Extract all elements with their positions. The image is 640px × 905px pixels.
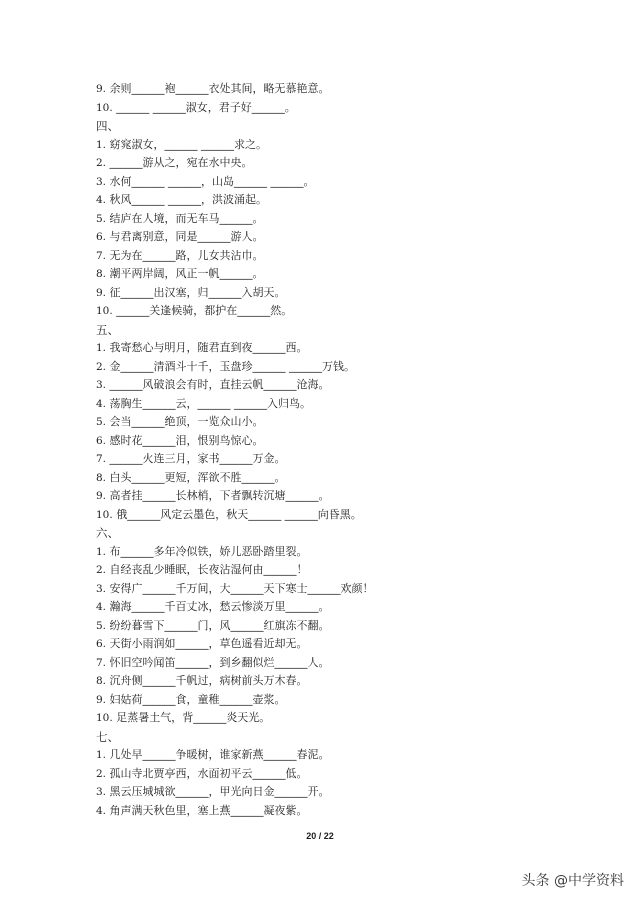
question-item (96, 358, 556, 377)
section-heading: 五、 (96, 322, 119, 337)
question-item (96, 580, 556, 599)
question-number: 10. (96, 712, 113, 724)
question-number: 2. (96, 564, 107, 576)
question-text: ______风破浪会有时，直挂云帆______沧海。 (109, 378, 330, 391)
question-number: 4. (96, 601, 107, 613)
question-text: 与君离别意，同是______游人。 (109, 230, 264, 243)
question-text: 自经丧乱少睡眠，长夜沾湿何由______！ (109, 563, 308, 576)
question-item (96, 228, 556, 247)
question-text: ______ ______淑女，君子好______。 (116, 100, 296, 114)
question-text: 我寄愁心与明月，随君直到夜______西。 (109, 341, 308, 354)
question-text: 足蒸暑土气，背______炎天光。 (116, 711, 271, 724)
question-number: 2. (96, 767, 107, 780)
question-number: 6. (96, 434, 107, 447)
question-item (96, 339, 556, 358)
question-text: 感时花______泪，恨别鸟惊心。 (109, 433, 264, 447)
question-number: 2. (96, 360, 107, 373)
question-number: 9. (96, 286, 107, 299)
question-number: 1. (96, 138, 107, 151)
question-number: 9. (96, 490, 107, 502)
question-item (96, 136, 556, 155)
question-item (96, 284, 556, 303)
question-text: 瀚海______千百丈冰，愁云惨淡万里______。 (109, 600, 330, 613)
question-number: 3. (96, 786, 107, 798)
question-number: 9. (96, 83, 107, 95)
question-item (96, 561, 556, 580)
page-number: 20 / 22 (306, 831, 334, 841)
question-number: 3. (96, 582, 107, 595)
question-number: 5. (96, 416, 107, 428)
question-number: 10. (96, 101, 113, 114)
question-text: 天街小雨润如______，草色遥看近却无。 (109, 637, 308, 650)
question-number: 6. (96, 638, 107, 650)
question-item (96, 191, 556, 210)
question-item (96, 598, 556, 617)
question-number: 7. (96, 249, 107, 262)
question-text: 白头______更短，浑欲不胜______。 (109, 470, 286, 484)
question-item (96, 654, 556, 673)
worksheet-content (96, 80, 556, 820)
question-item (96, 432, 556, 451)
question-text: 结庐在人境，而无车马______。 (109, 211, 264, 225)
question-text: ______关逢候骑，都护在______然。 (116, 304, 293, 317)
question-number: 7. (96, 453, 107, 465)
question-text: 孤山寺北贾亭西，水面初平云______低。 (109, 766, 308, 780)
question-item (96, 672, 556, 691)
question-item (96, 765, 556, 784)
question-number: 9. (96, 693, 107, 706)
question-item (96, 635, 556, 654)
question-item (96, 376, 556, 395)
question-number: 5. (96, 619, 107, 632)
section-heading: 六、 (96, 526, 119, 540)
question-number: 4. (96, 194, 107, 206)
question-item (96, 802, 556, 821)
question-text: ______游从之，宛在水中央。 (109, 156, 253, 169)
question-text: 潮平两岸阔，风正一帆______。 (109, 267, 264, 280)
question-item (96, 450, 556, 469)
question-item (96, 154, 556, 173)
question-text: 安得广______千万间，大______天下寒士______欢颜！ (109, 581, 374, 595)
question-text: 荡胸生______云，______ ______入归鸟。 (109, 396, 312, 410)
question-text: 高者挂______长林梢，下者飘转沉塘______。 (109, 489, 330, 502)
question-text: 无为在______路，儿女共沾巾。 (109, 248, 264, 262)
question-item (96, 543, 556, 562)
question-text: 妇姑荷______食，童稚______壶浆。 (109, 692, 286, 706)
question-item (96, 487, 556, 506)
question-item (96, 173, 556, 192)
section-heading: 七、 (96, 729, 119, 744)
question-number: 4. (96, 397, 107, 410)
question-item (96, 469, 556, 488)
question-item (96, 210, 556, 229)
question-text: 黑云压城城欲______，甲光向日金______开。 (109, 785, 330, 798)
question-item (96, 302, 556, 321)
question-text: 几处早______争暖树，谁家新燕______春泥。 (109, 748, 330, 761)
question-text: 纷纷暮雪下______门，风______红旗冻不翻。 (109, 618, 330, 632)
question-number: 7. (96, 656, 107, 669)
question-text: 怀旧空吟闻笛______，到乡翻似烂______人。 (109, 655, 330, 669)
question-item (96, 395, 556, 414)
question-text: 窈窕淑女，______ ______求之。 (109, 137, 268, 151)
question-text: 会当______绝顶，一览众山小。 (109, 415, 264, 428)
question-text: 秋风______ ______，洪波涌起。 (109, 193, 268, 206)
question-item (96, 617, 556, 636)
question-text: 金______清酒斗十千，玉盘珍______ ______万钱。 (109, 359, 356, 373)
question-number: 6. (96, 231, 107, 243)
question-item (96, 99, 556, 118)
question-item (96, 506, 556, 525)
question-number: 10. (96, 508, 113, 521)
section-heading: 四、 (96, 119, 119, 133)
question-number: 1. (96, 749, 107, 761)
question-number: 2. (96, 157, 107, 169)
question-item (96, 80, 556, 99)
question-item (96, 247, 556, 266)
question-number: 8. (96, 268, 107, 280)
question-item (96, 783, 556, 802)
question-item (96, 691, 556, 710)
question-number: 3. (96, 175, 107, 188)
question-text: 水何______ ______，山岛______ ______。 (109, 174, 315, 188)
question-number: 1. (96, 342, 107, 354)
question-number: 8. (96, 471, 107, 484)
question-text: 俄______风定云墨色，秋天______ ______向昏黑。 (116, 507, 362, 521)
question-number: 4. (96, 804, 107, 817)
question-item (96, 709, 556, 728)
watermark: 头条 @中学资料 (521, 873, 624, 889)
question-number: 5. (96, 212, 107, 225)
question-text: 布______多年冷似铁，娇儿恶卧踏里裂。 (109, 544, 308, 558)
question-text: ______火连三月，家书______万金。 (109, 452, 286, 465)
question-text: 余则______袍______衣处其间，略无慕艳意。 (109, 82, 330, 95)
question-number: 10. (96, 305, 113, 317)
question-number: 1. (96, 545, 107, 558)
question-number: 3. (96, 379, 107, 391)
question-number: 8. (96, 675, 107, 687)
question-text: 征______出汉塞，归______入胡天。 (109, 285, 286, 299)
question-text: 沉舟侧______千帆过，病树前头万木春。 (109, 674, 308, 687)
question-item (96, 746, 556, 765)
question-item (96, 413, 556, 432)
question-item (96, 265, 556, 284)
question-text: 角声满天秋色里，塞上燕______凝夜紫。 (109, 803, 308, 817)
